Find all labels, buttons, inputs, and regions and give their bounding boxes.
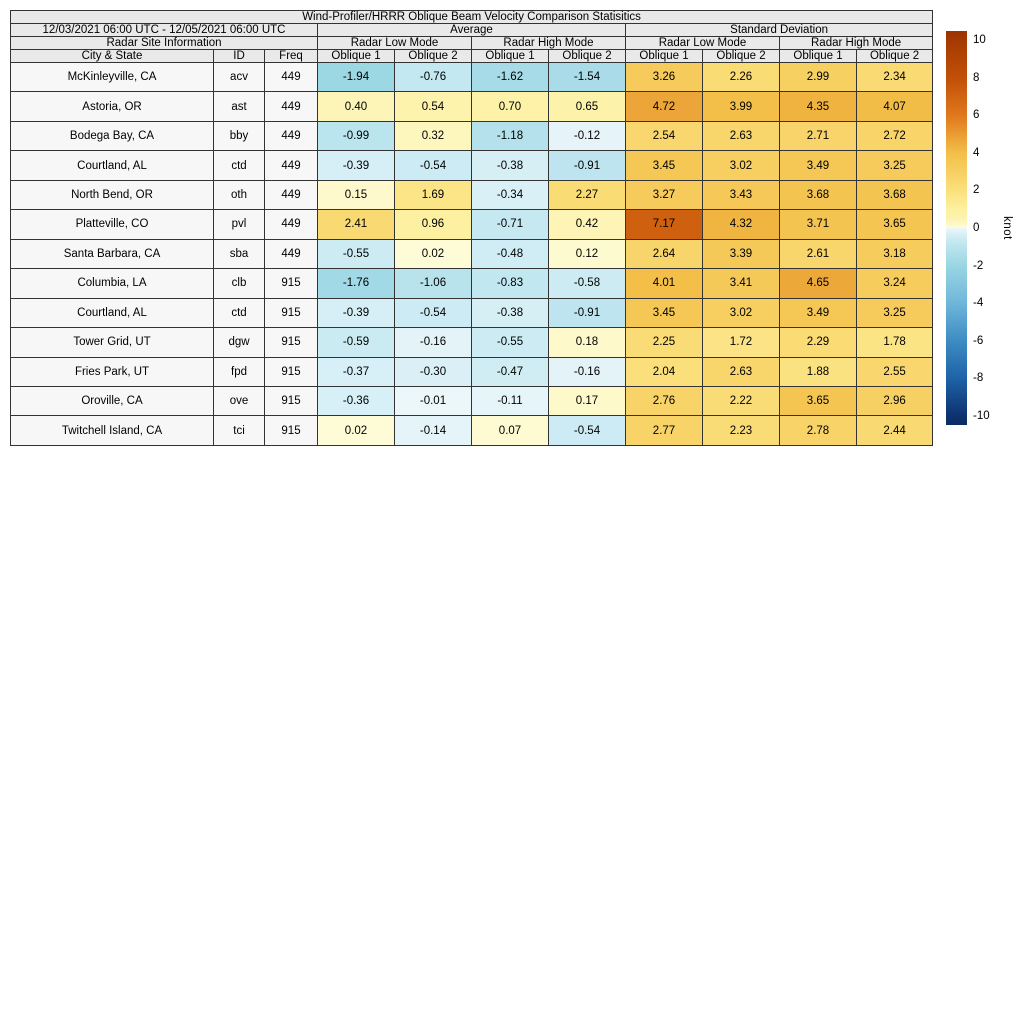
value-cell: -1.62 bbox=[472, 63, 549, 92]
value-cell: -0.36 bbox=[318, 386, 395, 415]
city-state-cell: Oroville, CA bbox=[11, 386, 214, 415]
colorbar-gradient bbox=[946, 31, 967, 425]
value-cell: 3.25 bbox=[857, 298, 933, 327]
value-cell: -0.30 bbox=[395, 357, 472, 386]
value-cell: 2.63 bbox=[703, 357, 780, 386]
value-cell: 1.72 bbox=[703, 328, 780, 357]
site-id-cell: tci bbox=[214, 416, 265, 446]
value-cell: -0.16 bbox=[395, 328, 472, 357]
colorbar-unit-label: knot bbox=[1001, 216, 1013, 240]
city-state-cell: Bodega Bay, CA bbox=[11, 121, 214, 150]
value-cell: 2.25 bbox=[626, 328, 703, 357]
value-cell: 4.65 bbox=[780, 269, 857, 298]
value-cell: 2.26 bbox=[703, 63, 780, 92]
value-cell: -0.39 bbox=[318, 298, 395, 327]
table-row bbox=[11, 92, 933, 121]
value-cell: 3.49 bbox=[780, 298, 857, 327]
value-cell: 2.34 bbox=[857, 63, 933, 92]
value-cell: 1.69 bbox=[395, 180, 472, 209]
colorbar-tick-label: 4 bbox=[973, 146, 980, 159]
table-title: Wind-Profiler/HRRR Oblique Beam Velocity Comparison Statisitics bbox=[11, 11, 933, 24]
stats-table bbox=[10, 10, 933, 446]
value-cell: 3.43 bbox=[703, 180, 780, 209]
value-cell: -0.54 bbox=[549, 416, 626, 446]
value-cell: 2.99 bbox=[780, 63, 857, 92]
value-cell: 0.32 bbox=[395, 121, 472, 150]
value-cell: -0.47 bbox=[472, 357, 549, 386]
value-cell: 2.55 bbox=[857, 357, 933, 386]
value-cell: 0.54 bbox=[395, 92, 472, 121]
id-header: ID bbox=[214, 50, 265, 63]
value-cell: 0.15 bbox=[318, 180, 395, 209]
freq-cell: 449 bbox=[265, 151, 318, 180]
value-cell: -0.71 bbox=[472, 210, 549, 239]
city-state-header: City & State bbox=[11, 50, 214, 63]
site-id-cell: ove bbox=[214, 386, 265, 415]
value-cell: 1.78 bbox=[857, 328, 933, 357]
freq-header: Freq bbox=[265, 50, 318, 63]
title-row bbox=[11, 11, 933, 24]
city-state-cell: Courtland, AL bbox=[11, 151, 214, 180]
value-cell: 0.42 bbox=[549, 210, 626, 239]
value-cell: 3.71 bbox=[780, 210, 857, 239]
value-cell: 3.25 bbox=[857, 151, 933, 180]
value-cell: 3.39 bbox=[703, 239, 780, 268]
freq-cell: 915 bbox=[265, 328, 318, 357]
value-cell: -0.12 bbox=[549, 121, 626, 150]
std-high-mode-header: Radar High Mode bbox=[780, 37, 933, 50]
value-cell: 2.76 bbox=[626, 386, 703, 415]
value-cell: 4.35 bbox=[780, 92, 857, 121]
colorbar-tick-label: -4 bbox=[973, 297, 984, 310]
value-cell: 3.18 bbox=[857, 239, 933, 268]
value-cell: -0.14 bbox=[395, 416, 472, 446]
freq-cell: 915 bbox=[265, 386, 318, 415]
value-cell: 3.65 bbox=[780, 386, 857, 415]
value-cell: -1.76 bbox=[318, 269, 395, 298]
site-id-cell: oth bbox=[214, 180, 265, 209]
colorbar-tick-label: -8 bbox=[973, 372, 984, 385]
value-cell: -0.54 bbox=[395, 298, 472, 327]
table-row bbox=[11, 180, 933, 209]
avg-low-mode-header: Radar Low Mode bbox=[318, 37, 472, 50]
table-row bbox=[11, 328, 933, 357]
value-cell: -0.38 bbox=[472, 151, 549, 180]
city-state-cell: Tower Grid, UT bbox=[11, 328, 214, 357]
city-state-cell: Astoria, OR bbox=[11, 92, 214, 121]
value-cell: -0.01 bbox=[395, 386, 472, 415]
site-id-cell: clb bbox=[214, 269, 265, 298]
site-id-cell: acv bbox=[214, 63, 265, 92]
value-cell: 3.68 bbox=[780, 180, 857, 209]
value-cell: -0.34 bbox=[472, 180, 549, 209]
freq-cell: 449 bbox=[265, 121, 318, 150]
value-cell: -0.91 bbox=[549, 151, 626, 180]
value-cell: 0.70 bbox=[472, 92, 549, 121]
freq-cell: 449 bbox=[265, 92, 318, 121]
value-cell: 2.23 bbox=[703, 416, 780, 446]
value-cell: -0.76 bbox=[395, 63, 472, 92]
value-cell: -1.18 bbox=[472, 121, 549, 150]
value-cell: 3.68 bbox=[857, 180, 933, 209]
value-cell: 3.27 bbox=[626, 180, 703, 209]
value-cell: 0.02 bbox=[318, 416, 395, 446]
site-id-cell: ctd bbox=[214, 151, 265, 180]
colorbar-tick-label: -10 bbox=[973, 409, 990, 422]
freq-cell: 915 bbox=[265, 298, 318, 327]
value-cell: -0.91 bbox=[549, 298, 626, 327]
value-cell: -1.54 bbox=[549, 63, 626, 92]
value-cell: 2.72 bbox=[857, 121, 933, 150]
date-range: 12/03/2021 06:00 UTC - 12/05/2021 06:00 UTC bbox=[11, 24, 318, 37]
value-cell: 0.02 bbox=[395, 239, 472, 268]
value-cell: 3.02 bbox=[703, 151, 780, 180]
value-cell: 3.24 bbox=[857, 269, 933, 298]
colorbar-tick-label: 6 bbox=[973, 109, 980, 122]
oblique1-header: Oblique 1 bbox=[472, 50, 549, 63]
city-state-cell: Santa Barbara, CA bbox=[11, 239, 214, 268]
oblique2-header: Oblique 2 bbox=[703, 50, 780, 63]
value-cell: 2.71 bbox=[780, 121, 857, 150]
freq-cell: 915 bbox=[265, 357, 318, 386]
city-state-cell: Columbia, LA bbox=[11, 269, 214, 298]
value-cell: 7.17 bbox=[626, 210, 703, 239]
site-id-cell: pvl bbox=[214, 210, 265, 239]
stddev-group-header: Standard Deviation bbox=[626, 24, 933, 37]
value-cell: 3.26 bbox=[626, 63, 703, 92]
site-id-cell: ast bbox=[214, 92, 265, 121]
freq-cell: 449 bbox=[265, 239, 318, 268]
colorbar bbox=[946, 31, 1024, 425]
table-row bbox=[11, 416, 933, 446]
value-cell: -0.16 bbox=[549, 357, 626, 386]
table-row bbox=[11, 298, 933, 327]
table-row bbox=[11, 151, 933, 180]
site-id-cell: fpd bbox=[214, 357, 265, 386]
value-cell: -0.59 bbox=[318, 328, 395, 357]
colorbar-tick-label: -2 bbox=[973, 259, 984, 272]
std-low-mode-header: Radar Low Mode bbox=[626, 37, 780, 50]
city-state-cell: North Bend, OR bbox=[11, 180, 214, 209]
value-cell: -0.99 bbox=[318, 121, 395, 150]
value-cell: -0.55 bbox=[472, 328, 549, 357]
value-cell: 0.17 bbox=[549, 386, 626, 415]
oblique1-header: Oblique 1 bbox=[318, 50, 395, 63]
value-cell: 2.22 bbox=[703, 386, 780, 415]
site-id-cell: ctd bbox=[214, 298, 265, 327]
freq-cell: 449 bbox=[265, 180, 318, 209]
value-cell: 0.18 bbox=[549, 328, 626, 357]
city-state-cell: Twitchell Island, CA bbox=[11, 416, 214, 446]
oblique1-header: Oblique 1 bbox=[626, 50, 703, 63]
value-cell: -0.54 bbox=[395, 151, 472, 180]
value-cell: 3.02 bbox=[703, 298, 780, 327]
table-body bbox=[11, 63, 933, 446]
freq-cell: 915 bbox=[265, 269, 318, 298]
value-cell: 2.04 bbox=[626, 357, 703, 386]
avg-high-mode-header: Radar High Mode bbox=[472, 37, 626, 50]
site-id-cell: sba bbox=[214, 239, 265, 268]
oblique2-header: Oblique 2 bbox=[549, 50, 626, 63]
site-info-header: Radar Site Information bbox=[11, 37, 318, 50]
value-cell: -0.37 bbox=[318, 357, 395, 386]
table-row bbox=[11, 210, 933, 239]
colorbar-tick-label: -6 bbox=[973, 334, 984, 347]
value-cell: 3.41 bbox=[703, 269, 780, 298]
table-row bbox=[11, 239, 933, 268]
value-cell: 0.65 bbox=[549, 92, 626, 121]
city-state-cell: McKinleyville, CA bbox=[11, 63, 214, 92]
value-cell: -0.48 bbox=[472, 239, 549, 268]
site-id-cell: bby bbox=[214, 121, 265, 150]
value-cell: 1.88 bbox=[780, 357, 857, 386]
value-cell: 4.07 bbox=[857, 92, 933, 121]
value-cell: 3.49 bbox=[780, 151, 857, 180]
freq-cell: 915 bbox=[265, 416, 318, 446]
value-cell: 3.45 bbox=[626, 298, 703, 327]
site-id-cell: dgw bbox=[214, 328, 265, 357]
table-row bbox=[11, 386, 933, 415]
city-state-cell: Platteville, CO bbox=[11, 210, 214, 239]
city-state-cell: Fries Park, UT bbox=[11, 357, 214, 386]
freq-cell: 449 bbox=[265, 210, 318, 239]
colorbar-tick-label: 10 bbox=[973, 34, 986, 47]
table-row bbox=[11, 63, 933, 92]
value-cell: 2.29 bbox=[780, 328, 857, 357]
value-cell: -0.58 bbox=[549, 269, 626, 298]
value-cell: 4.72 bbox=[626, 92, 703, 121]
oblique1-header: Oblique 1 bbox=[780, 50, 857, 63]
oblique2-header: Oblique 2 bbox=[395, 50, 472, 63]
value-cell: 3.45 bbox=[626, 151, 703, 180]
value-cell: -0.55 bbox=[318, 239, 395, 268]
value-cell: 3.65 bbox=[857, 210, 933, 239]
value-cell: -1.06 bbox=[395, 269, 472, 298]
table-row bbox=[11, 357, 933, 386]
value-cell: 2.41 bbox=[318, 210, 395, 239]
value-cell: -0.38 bbox=[472, 298, 549, 327]
value-cell: 4.32 bbox=[703, 210, 780, 239]
value-cell: 2.64 bbox=[626, 239, 703, 268]
value-cell: -0.11 bbox=[472, 386, 549, 415]
table-row bbox=[11, 121, 933, 150]
colorbar-tick-label: 0 bbox=[973, 222, 980, 234]
city-state-cell: Courtland, AL bbox=[11, 298, 214, 327]
column-header-row bbox=[11, 50, 933, 63]
value-cell: 2.63 bbox=[703, 121, 780, 150]
value-cell: 0.12 bbox=[549, 239, 626, 268]
value-cell: 2.77 bbox=[626, 416, 703, 446]
value-cell: 2.61 bbox=[780, 239, 857, 268]
value-cell: 4.01 bbox=[626, 269, 703, 298]
table-row bbox=[11, 269, 933, 298]
value-cell: -0.39 bbox=[318, 151, 395, 180]
group-header-row bbox=[11, 24, 933, 37]
value-cell: 2.44 bbox=[857, 416, 933, 446]
value-cell: 0.40 bbox=[318, 92, 395, 121]
freq-cell: 449 bbox=[265, 63, 318, 92]
colorbar-tick-label: 2 bbox=[973, 184, 980, 197]
value-cell: -0.83 bbox=[472, 269, 549, 298]
average-group-header: Average bbox=[318, 24, 626, 37]
value-cell: 2.54 bbox=[626, 121, 703, 150]
oblique2-header: Oblique 2 bbox=[857, 50, 933, 63]
value-cell: 2.78 bbox=[780, 416, 857, 446]
value-cell: 0.96 bbox=[395, 210, 472, 239]
value-cell: 2.96 bbox=[857, 386, 933, 415]
value-cell: 0.07 bbox=[472, 416, 549, 446]
value-cell: -1.94 bbox=[318, 63, 395, 92]
colorbar-tick-label: 8 bbox=[973, 71, 980, 84]
value-cell: 2.27 bbox=[549, 180, 626, 209]
mode-header-row bbox=[11, 37, 933, 50]
value-cell: 3.99 bbox=[703, 92, 780, 121]
